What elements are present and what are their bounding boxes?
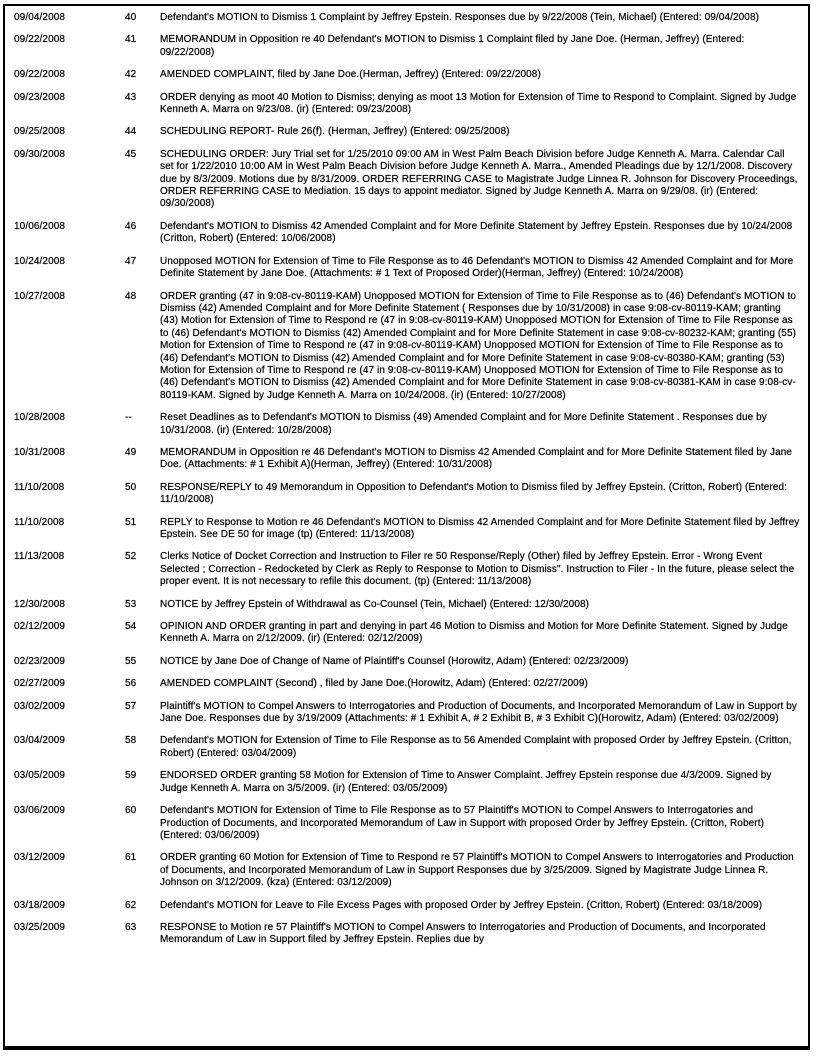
entry-number: 54 [125,621,137,633]
docket-entry [14,551,802,588]
entry-number: 60 [125,805,137,817]
entry-number: 50 [125,481,137,493]
entry-description: Defendant's MOTION to Dismiss 42 Amended Complaint and for More Definite Statement by Jeffrey Epstein. Responses due by 10/24/2008 (Critton, Robert) (Entered: 10/06/2008) [160,220,793,245]
entry-number: 48 [125,290,137,302]
entry-description: Unopposed MOTION for Extension of Time to File Response as to 46 Defendant's MOTION to Dismiss 42 Amended Complaint and for More Definite Statement by Jane Doe. (Attachments: # 1 Text of Proposed Order)(Herman, Jeffrey) (Entered: 10/24/2008) [160,255,794,280]
entry-date: 03/05/2009 [14,770,66,782]
entry-description: ORDER granting 60 Motion for Extension of Time to Respond re 57 Plaintiff's MOTION to Compel Answers to Interrogatories and Production of Documents, and Incorporated Memorandum of Law in Support Responses due by 3/25/2009. Signed by Magistrate Judge Linnea R. Johnson on 3/12/2009. (kza) (Entered: 03/12/2009) [160,852,794,889]
docket-entry [14,900,802,912]
entry-description: ORDER granting (47 in 9:08-cv-80119-KAM) Unopposed MOTION for Extension of Time to File Response as to (46) Defendant's MOTION to Dismiss (42) Amended Complaint and for More Definite Statement ( Responses due by 10/31/2008) in case 9:08-cv-80119-KAM; granting (43) Motion for Extension of Time to Respond re (47 in 9:08-cv-80119-KAM) Unopposed MOTION for Extension of Time to File Response as to (46) Defendant's MOTION to Dismiss (42) Amended Complaint and for More Definite Statement in case 9:08-cv-80232-KAM; granting (55) Motion for Extension of Time to Respond re (47 in 9:08-cv-80119-KAM) Unopposed MOTION for Extension of Time to File Response as to (46) Defendant's MOTION to Dismiss (42) Amended Complaint and for More Definite Statement in case 9:08-cv-80380-KAM; granting (53) Motion for Extension of Time to Respond re (47 in 9:08-cv-80119-KAM) Unopposed MOTION for Extension of Time to File Response as to (46) Defendant's MOTION to Dismiss (42) Amended Complaint and for More Definite Statement in case 9:08-cv-80381-KAM in case 9:08-cv-80119-KAM. Signed by Judge Kenneth A. Marra on 10/24/2008. (ir) (Entered: 10/27/2008) [160,290,797,401]
docket-entry [14,12,802,24]
docket-entry [14,69,802,81]
entry-number: 62 [125,899,137,911]
entry-date: 03/02/2009 [14,700,66,712]
entry-description: OPINION AND ORDER granting in part and denying in part 46 Motion to Dismiss and Motion for More Definite Statement. Signed by Judge Kenneth A. Marra on 2/12/2009. (ir) (Entered: 02/12/2009) [160,621,788,645]
docket-entry [14,599,802,611]
docket-entry [14,517,802,542]
docket-entry [14,291,802,403]
docket-entry [14,852,802,889]
entry-date: 02/27/2009 [14,678,66,690]
entry-description: REPLY to Response to Motion re 46 Defendant's MOTION to Dismiss 42 Amended Complaint and for More Definite Statement filed by Jeffrey Epstein. See DE 50 for image (tp) (Entered: 11/13/2008) [160,516,800,540]
entry-date: 09/25/2008 [14,126,66,138]
docket-entry [14,805,802,842]
docket-entry [14,221,802,246]
docket-entry [14,678,802,690]
entry-description: Clerks Notice of Docket Correction and Instruction to Filer re 50 Response/Reply (Other) filed by Jeffrey Epstein. Error - Wrong Event Selected ; Correction - Redocketed by Clerk as Reply to Response to Motion to Dismiss". Instruction to Filer - In the future, please select the proper event. It is not necessary to refile this document. (tp) (Entered: 11/13/2008) [160,551,795,588]
entry-date: 09/23/2008 [14,91,66,103]
entry-number: 44 [125,126,137,138]
entry-date: 03/06/2009 [14,805,66,817]
entry-number: 55 [125,655,137,667]
docket-entry [14,701,802,726]
entry-number: 45 [125,148,137,160]
entry-description: AMENDED COMPLAINT, filed by Jane Doe.(Herman, Jeffrey) (Entered: 09/22/2008) [160,69,541,81]
entry-description: SCHEDULING ORDER: Jury Trial set for 1/25/2010 09:00 AM in West Palm Beach Division before Judge Kenneth A. Marra. Calendar Call set for 1/22/2010 10:00 AM in West Palm Beach Division before Judge Kenneth A. Marra., Amended Pleadings due by 12/1/2008. Discovery due by 8/3/2009. Motions due by 8/31/2009. ORDER REFERRING CASE to Magistrate Judge Linnea R. Johnson for Discovery Proceedings, ORDER REFERRING CASE to Mediation. 15 days to appoint mediator. Signed by Judge Kenneth A. Marra on 9/29/08. (ir) (Entered: 09/30/2008) [160,148,798,210]
entry-date: 03/04/2009 [14,735,66,747]
docket-entry [14,92,802,117]
docket-entry [14,412,802,437]
entry-number: 47 [125,255,137,267]
docket-entry [14,447,802,472]
entry-description: NOTICE by Jeffrey Epstein of Withdrawal as Co-Counsel (Tein, Michael) (Entered: 12/30/2008) [160,598,590,610]
entry-description: Defendant's MOTION for Extension of Time to File Response as to 56 Amended Complaint with proposed Order by Jeffrey Epstein. (Critton, Robert) (Entered: 03/04/2009) [160,735,792,759]
entry-description: NOTICE by Jane Doe of Change of Name of Plaintiff's Counsel (Horowitz, Adam) (Entered: 02/23/2009) [160,655,629,667]
entry-description: RESPONSE/REPLY to 49 Memorandum in Opposition to Defendant's Motion to Dismiss filed by Jeffrey Epstein. (Critton, Robert) (Entered: 11/10/2008) [160,481,788,506]
entry-number: 51 [125,516,137,528]
entry-date: 10/24/2008 [14,255,66,267]
entry-number: 63 [125,921,137,933]
entry-number: 40 [125,12,137,23]
entry-number: 41 [125,34,137,46]
docket-entry [14,482,802,507]
entry-date: 11/10/2008 [14,516,65,528]
entry-date: 10/27/2008 [14,290,66,302]
entry-date: 12/30/2008 [14,598,66,610]
entry-number: 49 [125,446,137,458]
entry-description: ENDORSED ORDER granting 58 Motion for Extension of Time to Answer Complaint. Jeffrey Epstein response due 4/3/2009. Signed by Judge Kenneth A. Marra on 3/5/2009. (ir) (Entered: 03/05/2009) [160,770,772,794]
docket-entry [14,34,802,59]
docket-entry [14,149,802,211]
entry-date: 02/12/2009 [14,621,66,633]
entry-description: MEMORANDUM in Opposition re 46 Defendant's MOTION to Dismiss 42 Amended Complaint and for More Definite Statement filed by Jane Doe. (Attachments: # 1 Exhibit A)(Herman, Jeffrey) (Entered: 10/31/2008) [160,446,793,471]
entry-number: -- [125,412,132,424]
entry-number: 56 [125,678,137,690]
entry-date: 10/06/2008 [14,220,66,232]
entry-description: SCHEDULING REPORT- Rule 26(f). (Herman, Jeffrey) (Entered: 09/25/2008) [160,126,510,138]
entry-description: AMENDED COMPLAINT (Second) , filed by Jane Doe.(Horowitz, Adam) (Entered: 02/27/2009) [160,678,588,690]
entry-number: 42 [125,69,137,81]
entry-date: 09/22/2008 [14,34,66,46]
entry-number: 53 [125,598,137,610]
entry-description: Defendant's MOTION for Leave to File Excess Pages with proposed Order by Jeffrey Epstein. (Critton, Robert) (Entered: 03/18/2009) [160,899,763,911]
entry-date: 11/13/2008 [14,551,65,563]
entry-date: 03/18/2009 [14,899,66,911]
entry-date: 09/22/2008 [14,69,66,81]
docket-entry [14,770,802,795]
entry-number: 58 [125,735,137,747]
docket-entry [14,621,802,646]
docket-entry [14,126,802,138]
entry-description: RESPONSE to Motion re 57 Plaintiff's MOTION to Compel Answers to Interrogatories and Production of Documents, and Incorporated Memorandum of Law in Support filed by Jeffrey Epstein. Replies due by [160,921,766,946]
entry-date: 11/10/2008 [14,481,65,493]
entry-description: ORDER denying as moot 40 Motion to Dismiss; denying as moot 13 Motion for Extension of Time to Respond to Complaint. Signed by Judge Kenneth A. Marra on 9/23/08. (ir) (Entered: 09/23/2008) [160,91,797,116]
entry-date: 02/23/2009 [14,655,66,667]
entry-number: 57 [125,700,137,712]
entry-number: 61 [125,852,137,864]
docket-entry [14,735,802,760]
entry-date: 03/12/2009 [14,852,66,864]
docket-entry [14,922,802,947]
entry-description: Defendant's MOTION for Extension of Time to File Response as to 57 Plaintiff's MOTION to Compel Answers to Interrogatories and Production of Documents, and Incorporated Memorandum of Law in Support with proposed Order by Jeffrey Epstein. (Critton, Robert) (Entered: 03/06/2009) [160,805,765,841]
entry-number: 46 [125,220,137,232]
entry-number: 43 [125,91,137,103]
docket-entry [14,256,802,281]
entry-date: 09/04/2008 [14,12,66,23]
docket-entry [14,656,802,668]
entry-date: 03/25/2009 [14,921,66,933]
entry-number: 59 [125,770,137,782]
docket-table [3,4,810,1050]
entry-description: Reset Deadlines as to Defendant's MOTION to Dismiss (49) Amended Complaint and for More Definite Statement . Responses due by 10/31/2008. (ir) (Entered: 10/28/2008) [160,412,767,436]
entry-description: MEMORANDUM in Opposition re 40 Defendant's MOTION to Dismiss 1 Complaint filed by Jane Doe. (Herman, Jeffrey) (Entered: 09/22/2008) [160,34,745,58]
entry-description: Defendant's MOTION to Dismiss 1 Complaint by Jeffrey Epstein. Responses due by 9/22/2008 (Tein, Michael) (Entered: 09/04/2008) [160,12,760,23]
entry-date: 10/31/2008 [14,446,66,458]
entry-date: 09/30/2008 [14,148,66,160]
entry-number: 52 [125,551,137,563]
entry-description: Plaintiff's MOTION to Compel Answers to Interrogatories and Production of Documents, and Incorporated Memorandum of Law in Support by Jane Doe. Responses due by 3/19/2009 (Attachments: # 1 Exhibit A, # 2 Exhibit B, # 3 Exhibit C)(Horowitz, Adam) (Entered: 03/02/2009) [160,700,797,725]
entry-date: 10/28/2008 [14,412,66,424]
